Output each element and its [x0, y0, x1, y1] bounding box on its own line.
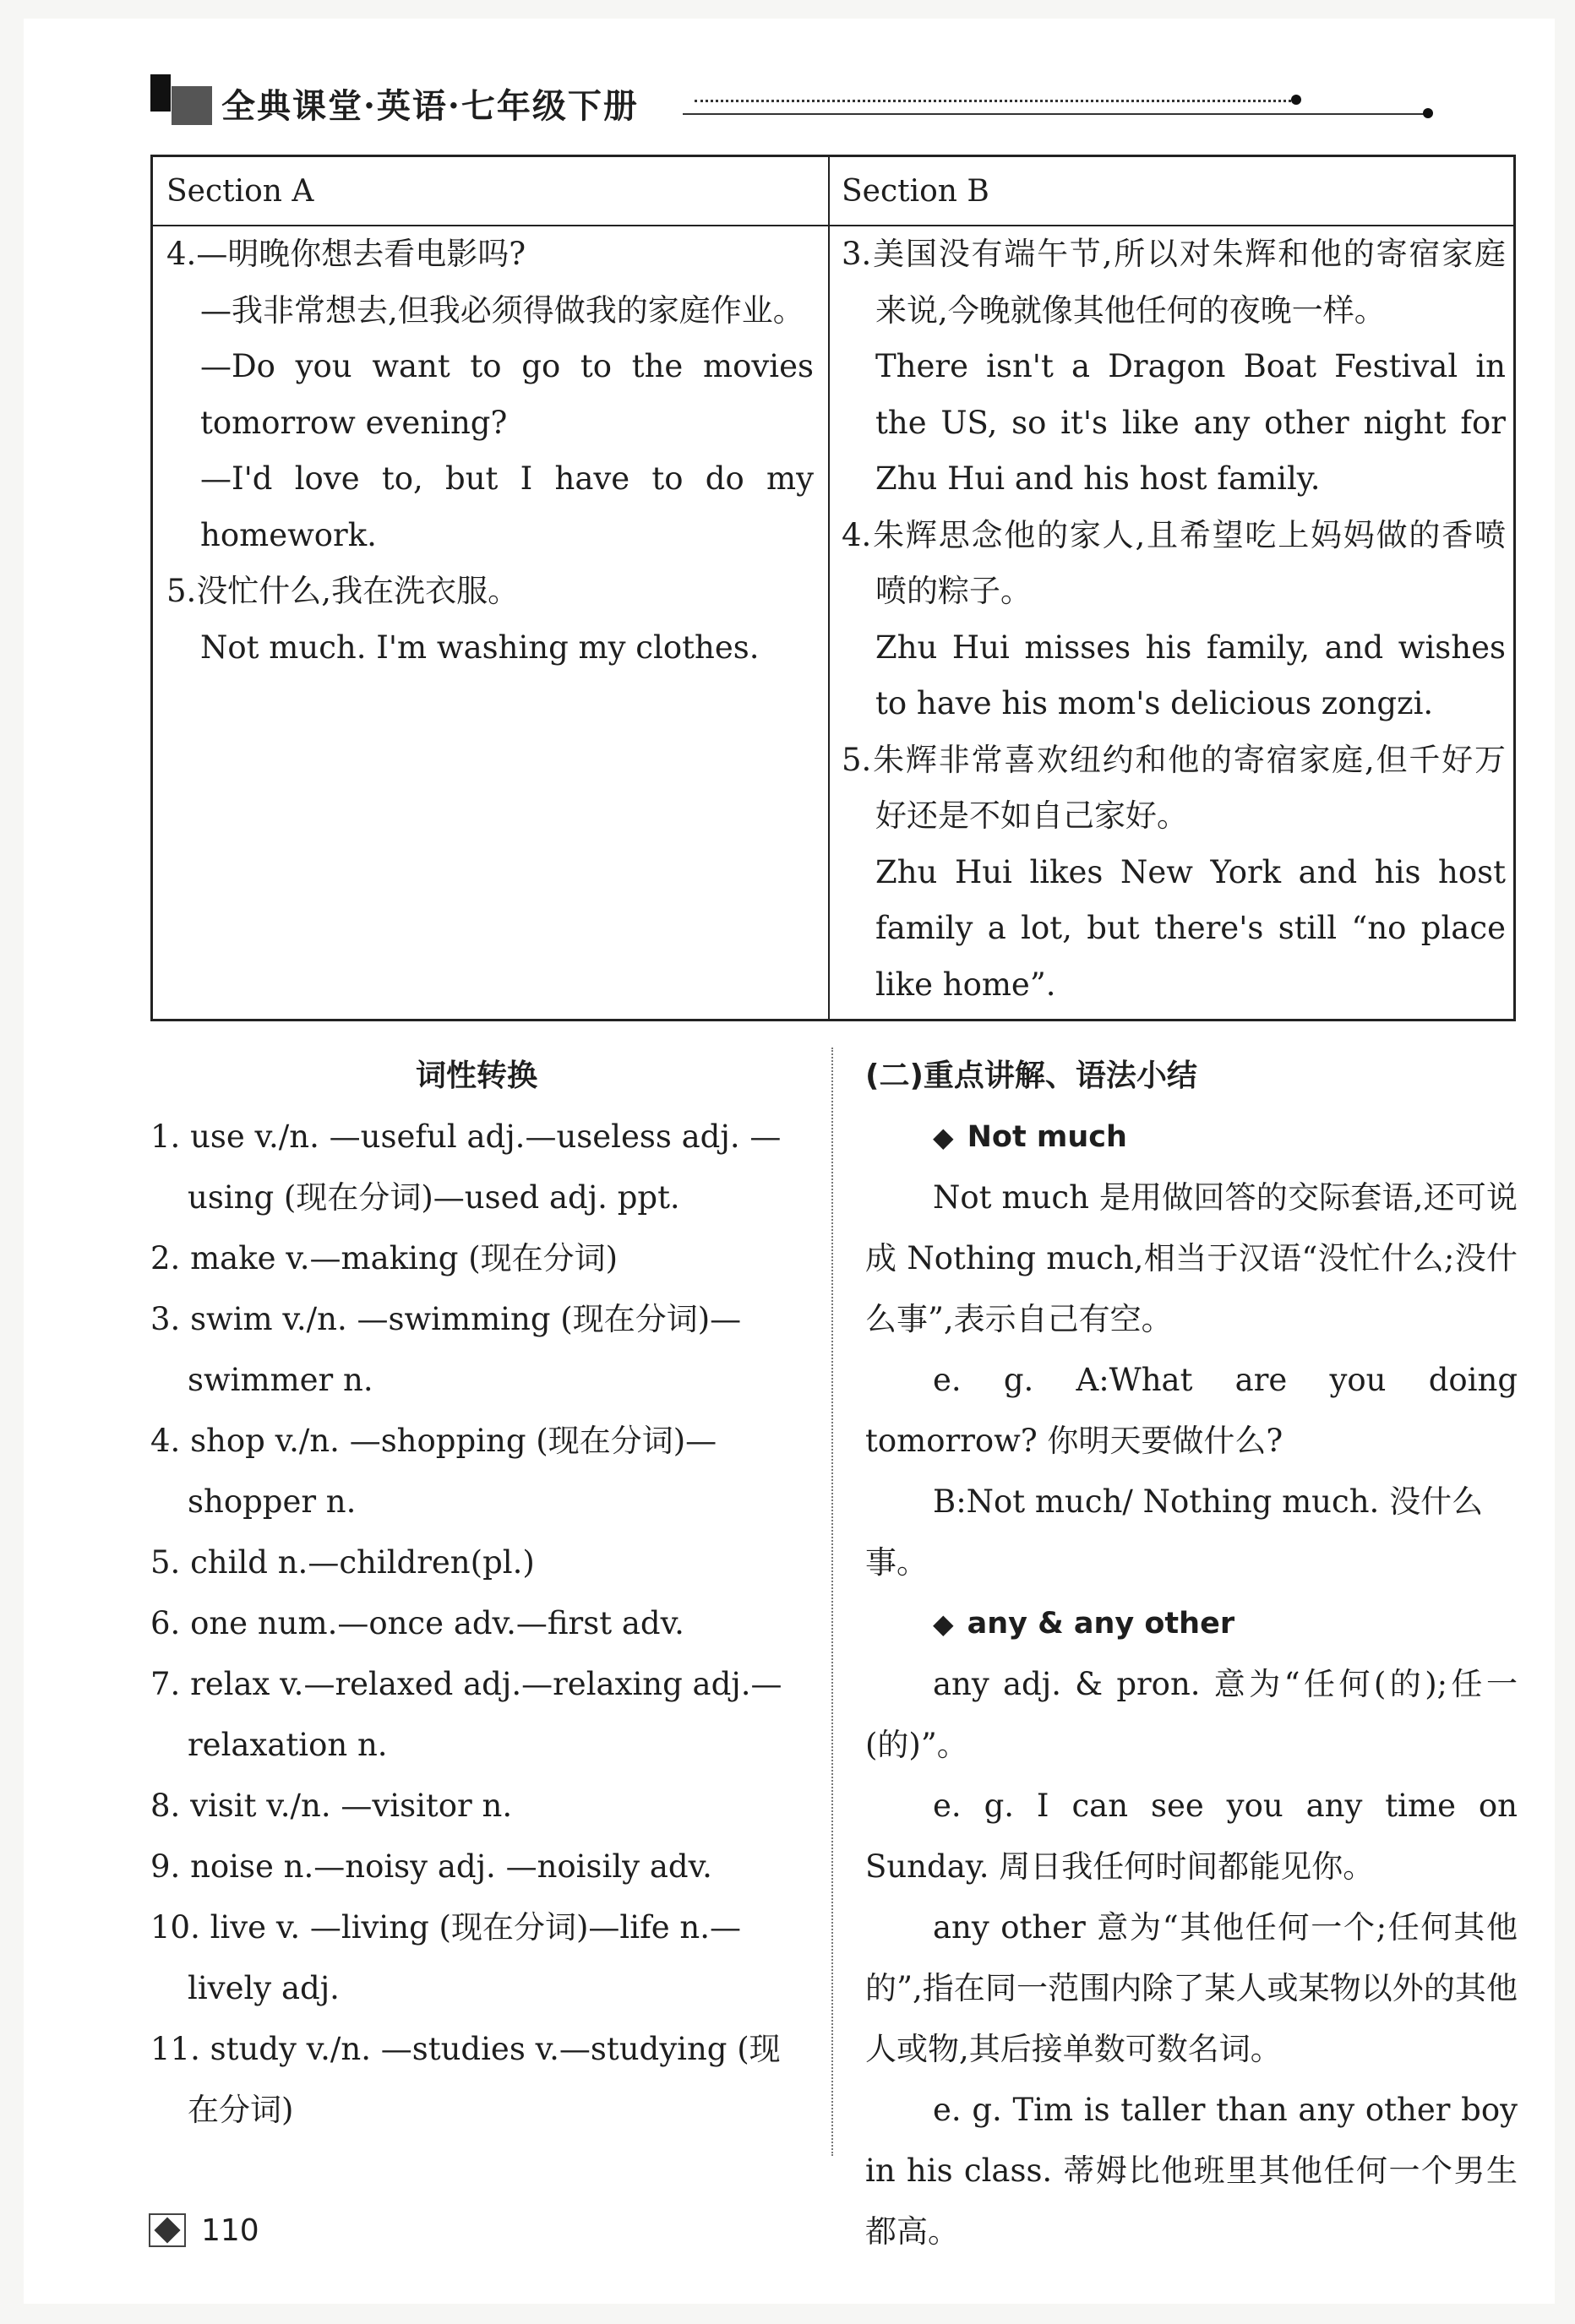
example: B:Not much/ Nothing much. 没什么事。 — [865, 1483, 1484, 1581]
subheading: ◆ Not much — [865, 1107, 1518, 1167]
list-item: —I'd love to, but I have to do my homework. — [200, 460, 814, 553]
section-a-cell — [166, 226, 814, 676]
header-decor-block — [150, 74, 171, 112]
paragraph: any adj. & pron. 意为“任何(的);任一(的)”。 — [865, 1666, 1518, 1763]
list-item: 6. one num.—once adv.—first adv. — [150, 1605, 684, 1641]
list-item: 7. relax v.—relaxed adj.—relaxing adj.—relaxation n. — [150, 1666, 782, 1763]
header-solid-rule — [683, 113, 1426, 115]
list-item: —我非常想去,但我必须得做我的家庭作业。 — [200, 291, 804, 329]
header-rule-dot — [1291, 95, 1301, 105]
paragraph: Not much 是用做回答的交际套语,还可说成 Nothing much,相当于汉语“没忙什么;没什么事”,表示自己有空。 — [865, 1179, 1518, 1337]
list-item: 3. swim v./n. —swimming (现在分词)—swimmer n. — [150, 1301, 742, 1398]
grammar-title: (二)重点讲解、语法小结 — [865, 1059, 1197, 1093]
table-header-section-a: Section A — [166, 174, 314, 209]
list-item: 8. visit v./n. —visitor n. — [150, 1788, 513, 1824]
diamond-icon — [149, 2213, 186, 2247]
list-item: 5. child n.—children(pl.) — [150, 1544, 535, 1581]
grammar-column — [865, 1046, 1518, 2262]
list-item: 4.—明晚你想去看电影吗? — [166, 236, 526, 272]
column-divider — [831, 1048, 833, 2156]
list-item: 11. study v./n. —studies v.—studying (现在分词) — [150, 2031, 781, 2128]
list-item: 4.朱辉思念他的家人,且希望吃上妈妈做的香喷喷的粽子。 — [842, 516, 1506, 609]
example: e. g. Tim is taller than any other boy in his class. 蒂姆比他班里其他任何一个男生都高。 — [865, 2092, 1518, 2250]
header-dotted-rule — [695, 100, 1296, 102]
list-item: 5.朱辉非常喜欢纽约和他的寄宿家庭,但千好万好还是不如自己家好。 — [842, 741, 1506, 834]
list-item: 3.美国没有端午节,所以对朱辉和他的寄宿家庭来说,今晚就像其他任何的夜晚一样。 — [842, 236, 1506, 329]
page-number: 110 — [201, 2213, 259, 2248]
example: e. g. I can see you any time on Sunday. 周日我任何时间都能见你。 — [865, 1788, 1518, 1885]
header-decor-block-gray — [172, 86, 212, 125]
list-item: 5.没忙什么,我在洗衣服。 — [166, 573, 520, 609]
table-column-divider — [828, 157, 830, 1019]
table-header-section-b: Section B — [842, 174, 989, 209]
list-item: Not much. I'm washing my clothes. — [200, 629, 760, 666]
word-forms-column — [150, 1046, 803, 2141]
section-b-cell — [842, 226, 1506, 1013]
list-item: 10. live v. —living (现在分词)—life n.—lively adj. — [150, 1909, 742, 2006]
list-item: Zhu Hui misses his family, and wishes to have his mom's delicious zongzi. — [875, 629, 1506, 721]
list-item: 4. shop v./n. —shopping (现在分词)—shopper n. — [150, 1423, 717, 1520]
translation-table — [150, 155, 1516, 1021]
list-item: Zhu Hui likes New York and his host family a lot, but there's still “no place like home”. — [875, 853, 1506, 1003]
list-item: 2. make v.—making (现在分词) — [150, 1240, 619, 1276]
diamond-icon: ◆ — [933, 1608, 954, 1640]
word-forms-title: 词性转换 — [415, 1059, 537, 1093]
header-rule-dot — [1423, 108, 1433, 118]
subheading: ◆ any & any other — [865, 1593, 1518, 1654]
list-item: —Do you want to go to the movies tomorrow evening? — [200, 348, 814, 441]
list-item: 9. noise n.—noisy adj. —noisily adv. — [150, 1848, 712, 1885]
header-title: 全典课堂·英语·七年级下册 — [221, 86, 639, 126]
list-item: There isn't a Dragon Boat Festival in the US, so it's like any other night for Zhu Hui and his host family. — [875, 348, 1506, 497]
example: e. g. A:What are you doing tomorrow? 你明天要做什么? — [865, 1362, 1518, 1459]
list-item: 1. use v./n. —useful adj.—useless adj. —using (现在分词)—used adj. ppt. — [150, 1118, 782, 1216]
paragraph: any other 意为“其他任何一个;任何其他的”,指在同一范围内除了某人或某物以外的其他人或物,其后接单数可数名词。 — [865, 1909, 1518, 2067]
diamond-icon: ◆ — [933, 1121, 954, 1153]
